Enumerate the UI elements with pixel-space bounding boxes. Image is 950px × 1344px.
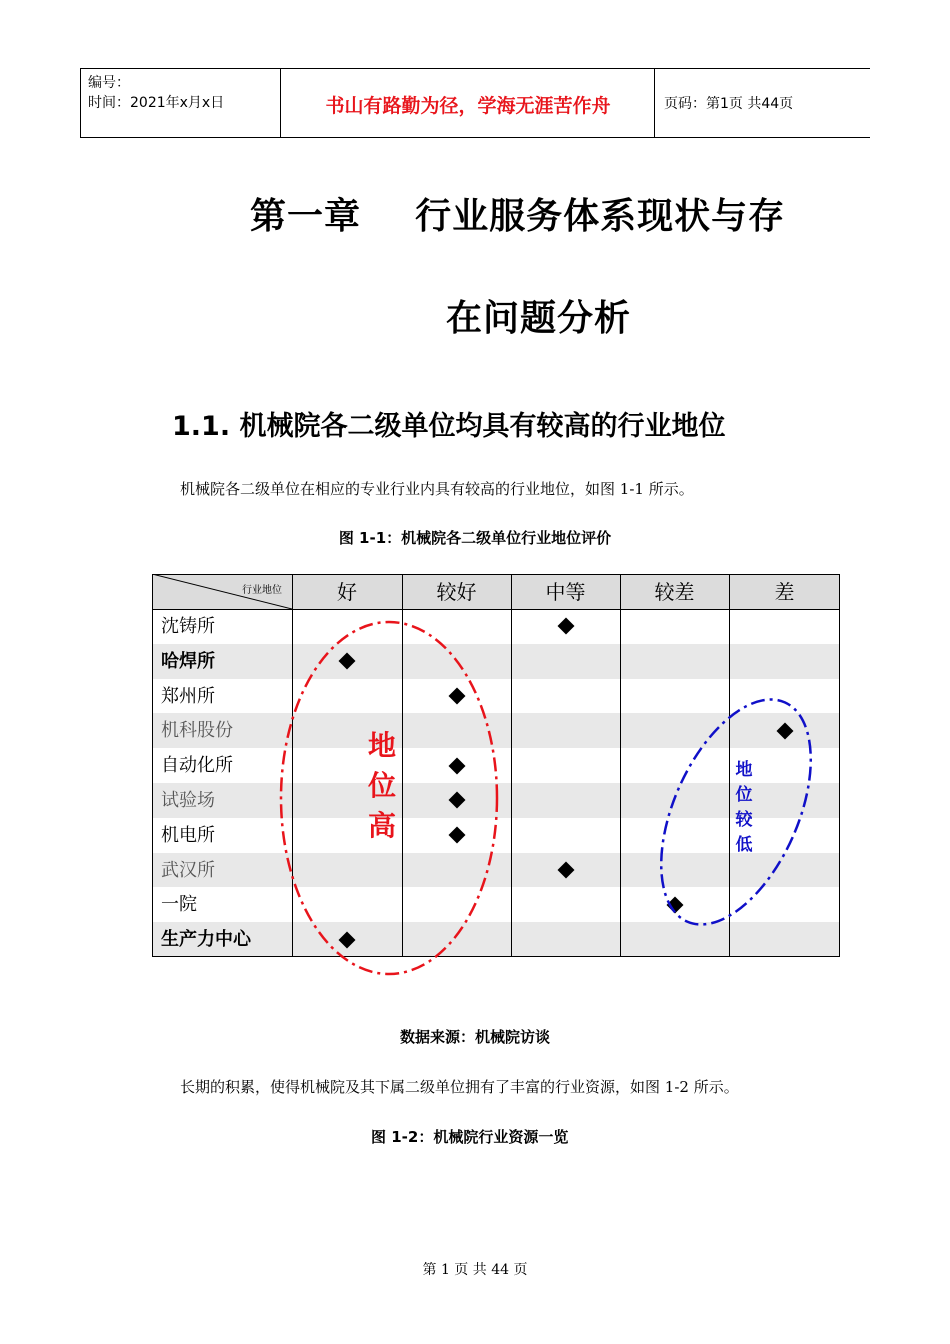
header-time-label: 时间：2021年x月x日 (88, 95, 225, 111)
row-label: 生产力中心 (161, 929, 251, 951)
annotation-low-label (732, 758, 756, 858)
row-label: 自动化所 (161, 755, 233, 777)
column-header: 较好 (436, 580, 477, 604)
column-header: 较差 (654, 580, 695, 604)
data-source-note: 数据来源：机械院访谈 (399, 1028, 550, 1046)
chapter-title-line2: 在问题分析 (446, 298, 632, 339)
header-border-left (80, 69, 81, 137)
row-label: 郑州所 (161, 685, 215, 707)
annotation-low-char: 低 (735, 835, 753, 855)
column-header: 好 (337, 580, 357, 604)
figure-2-caption: 图 1-2：机械院行业资源一览 (371, 1128, 569, 1146)
row-label: 机电所 (161, 824, 215, 846)
paragraph-1: 机械院各二级单位在相应的专业行业内具有较高的行业地位，如图 1-1 所示。 (180, 480, 694, 498)
annotation-high-char: 高 (367, 809, 396, 842)
column-divider (511, 574, 512, 957)
header-meta (88, 73, 224, 113)
annotation-low-char: 地 (735, 760, 753, 780)
annotation-low-char: 较 (735, 810, 753, 830)
annotation-high-char: 位 (367, 769, 396, 802)
corner-label: 行业地位 (242, 585, 282, 596)
row-label: 机科股份 (161, 720, 233, 742)
header-number-label: 编号： (88, 75, 130, 91)
column-divider (729, 574, 730, 957)
figure-1-caption: 图 1-1：机械院各二级单位行业地位评价 (338, 529, 612, 547)
column-divider (402, 574, 403, 957)
row-label: 一院 (161, 894, 197, 916)
header-divider-2 (654, 69, 655, 137)
row-label: 武汉所 (161, 859, 215, 881)
column-header: 中等 (545, 580, 586, 604)
annotation-high-char: 地 (367, 729, 396, 762)
paragraph-2: 长期的积累，使得机械院及其下属二级单位拥有了丰富的行业资源，如图 1-2 所示。 (180, 1078, 739, 1096)
column-divider (292, 574, 293, 957)
column-header: 差 (774, 580, 795, 604)
annotation-high-label (362, 726, 402, 846)
page-footer: 第 1 页 共 44 页 (422, 1262, 528, 1278)
section-title: 1.1. 机械院各二级单位均具有较高的行业地位 (172, 411, 726, 442)
header-motto: 书山有路勤为径，学海无涯苦作舟 (325, 95, 611, 117)
column-divider (620, 574, 621, 957)
chapter-title-line1: 第一章 行业服务体系现状与存 (250, 196, 786, 237)
row-label: 哈焊所 (161, 650, 215, 672)
annotation-low-char: 位 (735, 785, 753, 805)
header-divider-1 (280, 69, 281, 137)
header-page-info: 页码：第1页 共44页 (664, 96, 794, 112)
row-label: 沈铸所 (161, 616, 215, 637)
row-label: 试验场 (161, 790, 215, 811)
page-header (80, 68, 870, 138)
